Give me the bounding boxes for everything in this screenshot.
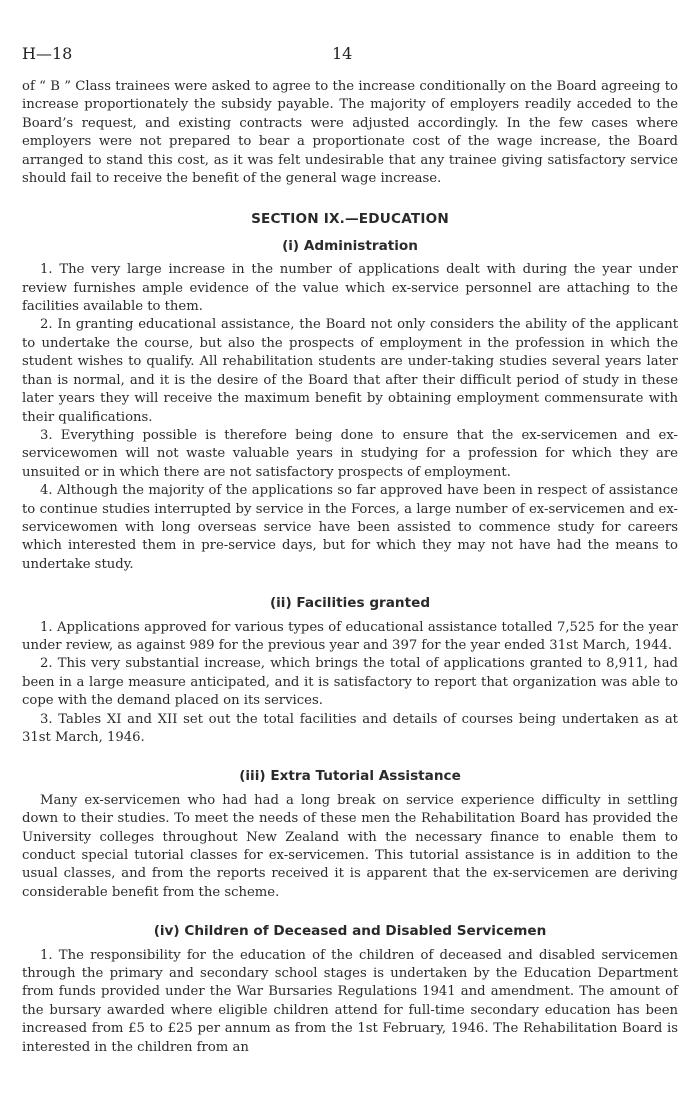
subsection-heading-facilities: (ii) Facilities granted — [269, 595, 431, 612]
paragraph: 1. The responsibility for the education of the children of deceased and disabled servicemen through the primary and secondary school stages is undertaken by the Education Department from funds provided under the War Bursaries Regulations 1941 and amendment. The amount of the bursary awarded where eligible children attend for full-time secondary education has been increased from £5 to £25 per annum as from the 1st February, 1946. The Rehabilitation Board is interested in the children from an — [22, 947, 678, 1055]
paragraph: Many ex-servicemen who had had a long break on service experience difficulty in settling down to their studies. To meet the needs of these men the Rehabilitation Board has provided the University colleges throughout New Zealand with the necessary finance to enable them to conduct special tutorial classes for ex-servicemen. This tutorial assistance is in addition to the usual classes, and from the reports received it is apparent that the ex-servicemen are deriving considerable benefit from the scheme. — [22, 792, 678, 900]
subsection-heading-administration: (i) Administration — [282, 237, 418, 254]
document-reference: H—18 — [22, 44, 73, 63]
paragraph: 1. The very large increase in the number of applications dealt with during the year under review furnishes ample evidence of the value which ex-service personnel are attaching to the facilities available to them. — [22, 262, 678, 315]
paragraph: 3. Everything possible is therefore being done to ensure that the ex-servicemen and ex-servicewomen will not waste valuable years in studying for a profession for which they are unsuited or in which there are not satisfactory prospects of employment. — [22, 427, 678, 480]
subsection-heading-tutorial: (iii) Extra Tutorial Assistance — [239, 768, 461, 785]
page-body — [22, 78, 678, 1057]
paragraph: 2. This very substantial increase, which brings the total of applications granted to 8,911, had been in a large measure anticipated, and it is satisfactory to report that organization was able to cope with the demand placed on its services. — [22, 656, 678, 709]
paragraph: 2. In granting educational assistance, the Board not only considers the ability of the applicant to undertake the course, but also the prospects of employment in the profession in which the student wishes to qualify. All rehabilitation students are under-taking studies several years later than is normal, and it is the desire of the Board that after their difficult period of study in these later years they will receive the maximum benefit by obtaining employment commensurate with their qualifications. — [22, 317, 678, 425]
continued-paragraph: of “ B ” Class trainees were asked to agree to the increase conditionally on the Board agreeing to increase proportionately the subsidy payable. The majority of employers readily acceded to the Board’s request, and existing contracts were adjusted accordingly. In the few cases where employers were not prepared to bear a proportionate cost of the wage increase, the Board arranged to stand this cost, as it was felt undesirable that any trainee giving satisfactory service should fail to receive the benefit of the general wage increase. — [22, 79, 678, 187]
paragraph: 1. Applications approved for various types of educational assistance totalled 7,525 for the year under review, as against 989 for the previous year and 397 for the year ended 31st March, 1944. — [22, 619, 678, 653]
paragraph: 3. Tables XI and XII set out the total facilities and details of courses being undertaken as at 31st March, 1946. — [22, 711, 678, 745]
page-header — [22, 44, 678, 68]
paragraph: 4. Although the majority of the applications so far approved have been in respect of assistance to continue studies interrupted by service in the Forces, a large number of ex-servicemen and ex-servicewomen with long overseas service have been assisted to commence study for careers which interested them in pre-service days, but for which they may not have had the means to undertake study. — [22, 483, 678, 572]
section-heading: SECTION IX.—EDUCATION — [251, 211, 449, 228]
page-number: 14 — [332, 44, 353, 63]
subsection-heading-children: (iv) Children of Deceased and Disabled Servicemen — [153, 923, 547, 940]
